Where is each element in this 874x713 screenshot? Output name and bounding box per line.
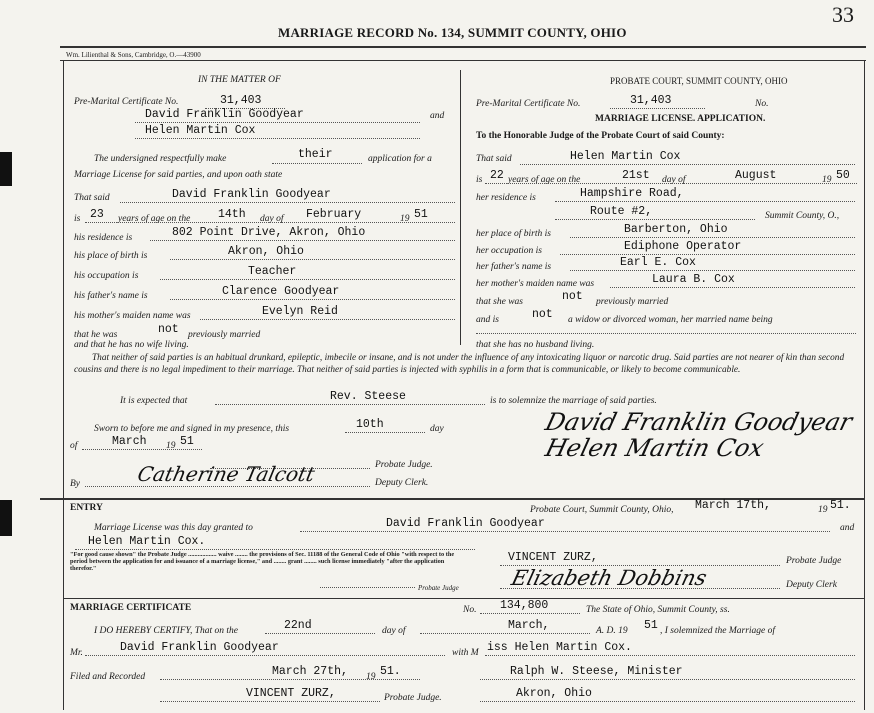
left-residence-label: his residence is: [74, 233, 133, 243]
undersigned-val: their: [298, 148, 333, 161]
field-line: [520, 164, 855, 165]
certificate-place: Akron, Ohio: [516, 687, 592, 700]
frame-right: [864, 60, 865, 710]
waiver-fine-print: "For good cause shown" the Probate Judge .................. waive ........ the provisions of Sec. 11188 of the General Code of Ohio "with respect to the period between the application for and issuance of a marriage license," and ........ grant ........ such license immediately "after the application therefor.": [70, 551, 455, 572]
field-line: [480, 613, 580, 614]
left-was-pre: that he was: [74, 330, 118, 340]
right-mother: Laura B. Cox: [652, 273, 735, 286]
entry-deputy-label: Deputy Clerk: [786, 580, 837, 590]
field-line: [610, 287, 855, 288]
right-no-label: No.: [755, 99, 769, 109]
minister-name: Ralph W. Steese, Minister: [510, 665, 683, 678]
right-is-label: is: [476, 175, 483, 185]
section-rule-certificate: [63, 598, 865, 599]
right-father-label: her father's name is: [476, 262, 552, 272]
page-title: MARRIAGE RECORD No. 134, SUMMIT COUNTY, OHIO: [278, 25, 627, 40]
left-bride-name: Helen Martin Cox: [145, 124, 256, 137]
header-rule: [60, 46, 866, 48]
left-age-label: years of age on the: [118, 214, 191, 224]
right-cert-no: 31,403: [630, 94, 672, 107]
right-and-is-pre: and is: [476, 315, 499, 325]
left-father-label: his father's name is: [74, 291, 148, 301]
field-line: [215, 404, 485, 405]
field-line: [200, 319, 455, 320]
attestation-paragraph: That neither of said parties is an habitual drunkard, epileptic, imbecile or insane, and is not under the influence of any intoxicating liquor or narcotic drug. Said parties are not nearer of kin than second cousins and there is no legal impediment to their marriage. That neither of said parties is injected with syphilis in a form that is communicable, or likely to become communicable.: [74, 353, 845, 375]
right-age-label: years of age on the: [508, 175, 581, 185]
left-occupation-label: his occupation is: [74, 271, 139, 281]
left-mother: Evelyn Reid: [262, 305, 338, 318]
expected-val: Rev. Steese: [330, 390, 406, 403]
expected-pre: It is expected that: [120, 396, 188, 406]
entry-year-prefix: 19: [818, 505, 828, 515]
waiver-judge-label: Probate Judge: [418, 584, 459, 592]
right-and-is-val: not: [532, 308, 553, 321]
field-line: [480, 679, 855, 680]
left-birth: Akron, Ohio: [228, 245, 304, 258]
field-line: [170, 299, 455, 300]
filed-year: 51.: [380, 665, 401, 678]
right-residence: Hampshire Road,: [580, 187, 684, 200]
field-line: [485, 183, 857, 184]
left-groom-name: David Franklin Goodyear: [145, 108, 304, 121]
field-line: [610, 108, 705, 109]
by-label: By: [70, 479, 81, 489]
granted-and: and: [840, 523, 855, 533]
field-line: [135, 138, 420, 139]
right-age: 22: [490, 169, 504, 182]
field-line: [170, 259, 455, 260]
entry-judge-label: Probate Judge: [786, 556, 842, 566]
left-cert-no: 31,403: [220, 94, 262, 107]
right-title: MARRIAGE LICENSE. APPLICATION.: [595, 114, 766, 124]
printer-credit: Wm. Lilienthal & Sons, Cambridge, O.—43900: [66, 51, 201, 59]
right-was-post: previously married: [596, 297, 669, 307]
certificate-judge-label: Probate Judge.: [384, 693, 442, 703]
left-day: 14th: [218, 208, 246, 221]
certify-day: 22nd: [284, 619, 312, 632]
field-line: [300, 531, 830, 532]
left-mother-label: his mother's maiden name was: [74, 311, 191, 321]
binder-tab-top: [0, 152, 12, 186]
right-cert-label: Pre-Marital Certificate No.: [476, 99, 581, 109]
field-line: [480, 701, 855, 702]
right-year: 50: [836, 169, 850, 182]
license-line: Marriage License for said parties, and upon oath state: [74, 170, 283, 180]
field-line: [265, 633, 375, 634]
field-line: [85, 222, 455, 223]
field-line: [135, 122, 420, 123]
right-birth: Barberton, Ohio: [624, 223, 728, 236]
certify-pre: I DO HEREBY CERTIFY, That on the: [94, 626, 238, 636]
matter-label: IN THE MATTER OF: [198, 75, 281, 85]
right-day: 21st: [622, 169, 650, 182]
right-route: Route #2,: [590, 205, 653, 218]
clerk-signature: Catherine Talcott: [135, 462, 317, 486]
certify-bride: iss Helen Martin Cox.: [487, 641, 632, 654]
sworn-of-label: of: [70, 441, 78, 451]
entry-label: ENTRY: [70, 503, 103, 513]
column-divider: [460, 70, 461, 345]
entry-court-line: Probate Court, Summit County, Ohio,: [530, 505, 674, 515]
sworn-month: March: [112, 435, 147, 448]
field-line: [120, 202, 455, 203]
right-court: PROBATE COURT, SUMMIT COUNTY, OHIO: [610, 76, 788, 86]
certify-mr-label: Mr.: [70, 648, 83, 658]
right-occupation: Ediphone Operator: [624, 240, 742, 253]
sworn-day-label: day: [430, 424, 444, 434]
left-residence: 802 Point Drive, Akron, Ohio: [172, 226, 366, 239]
entry-date: March 17th,: [695, 499, 771, 512]
certificate-no-label: No.: [463, 605, 477, 615]
sworn-year: 51: [180, 435, 194, 448]
certify-groom: David Franklin Goodyear: [120, 641, 279, 654]
field-line: [345, 432, 425, 433]
left-father: Clarence Goodyear: [222, 285, 340, 298]
field-line: [85, 486, 370, 487]
header-rule-2: [60, 60, 866, 61]
certify-ad-label: A. D. 19: [596, 626, 628, 636]
field-line: [320, 587, 415, 588]
field-line: [555, 219, 755, 220]
groom-signature: David Franklin Goodyear: [542, 408, 856, 436]
sworn-year-prefix: 19: [166, 441, 176, 451]
deputy-clerk-signature: Elizabeth Dobbins: [509, 566, 710, 590]
right-and-is-post: a widow or divorced woman, her married name being: [568, 315, 773, 325]
certify-month: March,: [508, 619, 550, 632]
field-line: [500, 588, 780, 589]
right-day-of-label: day of: [662, 175, 686, 185]
right-was-pre: that she was: [476, 297, 523, 307]
left-age: 23: [90, 208, 104, 221]
granted-pre: Marriage License was this day granted to: [94, 523, 253, 533]
certificate-judge-name: VINCENT ZURZ,: [246, 687, 336, 700]
certify-day-label: day of: [382, 626, 406, 636]
field-line: [150, 240, 455, 241]
left-year-prefix: 19: [400, 214, 410, 224]
field-line: [420, 633, 590, 634]
right-year-prefix: 19: [822, 175, 832, 185]
probate-judge-label: Probate Judge.: [375, 460, 433, 470]
undersigned-post: application for a: [368, 154, 432, 164]
left-day-of-label: day of: [260, 214, 284, 224]
field-line: [85, 655, 445, 656]
filed-date: March 27th,: [272, 665, 348, 678]
left-month: February: [306, 208, 362, 221]
field-line: [485, 655, 855, 656]
bride-signature: Helen Martin Cox: [542, 434, 767, 462]
field-line: [570, 237, 855, 238]
field-line: [160, 679, 420, 680]
field-line: [82, 449, 202, 450]
left-was-post: previously married: [188, 330, 261, 340]
frame-left: [63, 60, 64, 710]
left-cert-label: Pre-Marital Certificate No.: [74, 97, 179, 107]
field-line: [476, 333, 856, 334]
sworn-day: 10th: [356, 418, 384, 431]
expected-post: is to solemnize the marriage of said parties.: [490, 396, 657, 406]
right-that-said-val: Helen Martin Cox: [570, 150, 681, 163]
right-father: Earl E. Cox: [620, 256, 696, 269]
field-line: [160, 279, 455, 280]
filed-year-prefix: 19: [366, 672, 376, 682]
certify-with-label: with M: [452, 648, 479, 658]
left-and-label: and: [430, 111, 445, 121]
certify-year: 51: [644, 619, 658, 632]
left-that-said-label: That said: [74, 193, 110, 203]
left-year: 51: [414, 208, 428, 221]
granted-val: David Franklin Goodyear: [386, 517, 545, 530]
certificate-label: MARRIAGE CERTIFICATE: [70, 603, 192, 613]
field-line: [560, 254, 855, 255]
right-birth-label: her place of birth is: [476, 229, 551, 239]
field-line: [272, 163, 362, 164]
left-no-wife: and that he has no wife living.: [74, 340, 189, 350]
deputy-clerk-label: Deputy Clerk.: [375, 478, 429, 488]
right-occupation-label: her occupation is: [476, 246, 542, 256]
right-mother-label: her mother's maiden name was: [476, 279, 595, 289]
left-occupation: Teacher: [248, 265, 297, 278]
entry-year: 51.: [830, 499, 851, 512]
right-to-judge: To the Honorable Judge of the Probate Court of said County:: [476, 131, 725, 141]
left-birth-label: his place of birth is: [74, 251, 148, 261]
entry-bride: Helen Martin Cox.: [88, 535, 206, 548]
entry-judge-name: VINCENT ZURZ,: [508, 551, 598, 564]
left-was-val: not: [158, 323, 179, 336]
right-was-val: not: [562, 290, 583, 303]
certificate-state-line: The State of Ohio, Summit County, ss.: [586, 605, 730, 615]
right-residence-label: her residence is: [476, 193, 536, 203]
sworn-pre: Sworn to before me and signed in my presence, this: [94, 424, 290, 434]
right-that-said-label: That said: [476, 154, 512, 164]
field-line: [570, 270, 855, 271]
left-that-said-val: David Franklin Goodyear: [172, 188, 331, 201]
undersigned-pre: The undersigned respectfully make: [94, 154, 227, 164]
filed-label: Filed and Recorded: [70, 672, 146, 682]
left-is-label: is: [74, 214, 81, 224]
field-line: [160, 701, 380, 702]
page-number: 33: [832, 2, 854, 27]
right-no-husband: that she has no husband living.: [476, 340, 595, 350]
field-line: [75, 549, 475, 550]
certificate-no: 134,800: [500, 599, 549, 612]
binder-tab-bottom: [0, 500, 12, 536]
right-month: August: [735, 169, 777, 182]
right-county-label: Summit County, O.,: [765, 211, 840, 221]
field-line: [555, 201, 855, 202]
certify-solemnized: , I solemnized the Marriage of: [660, 626, 776, 636]
